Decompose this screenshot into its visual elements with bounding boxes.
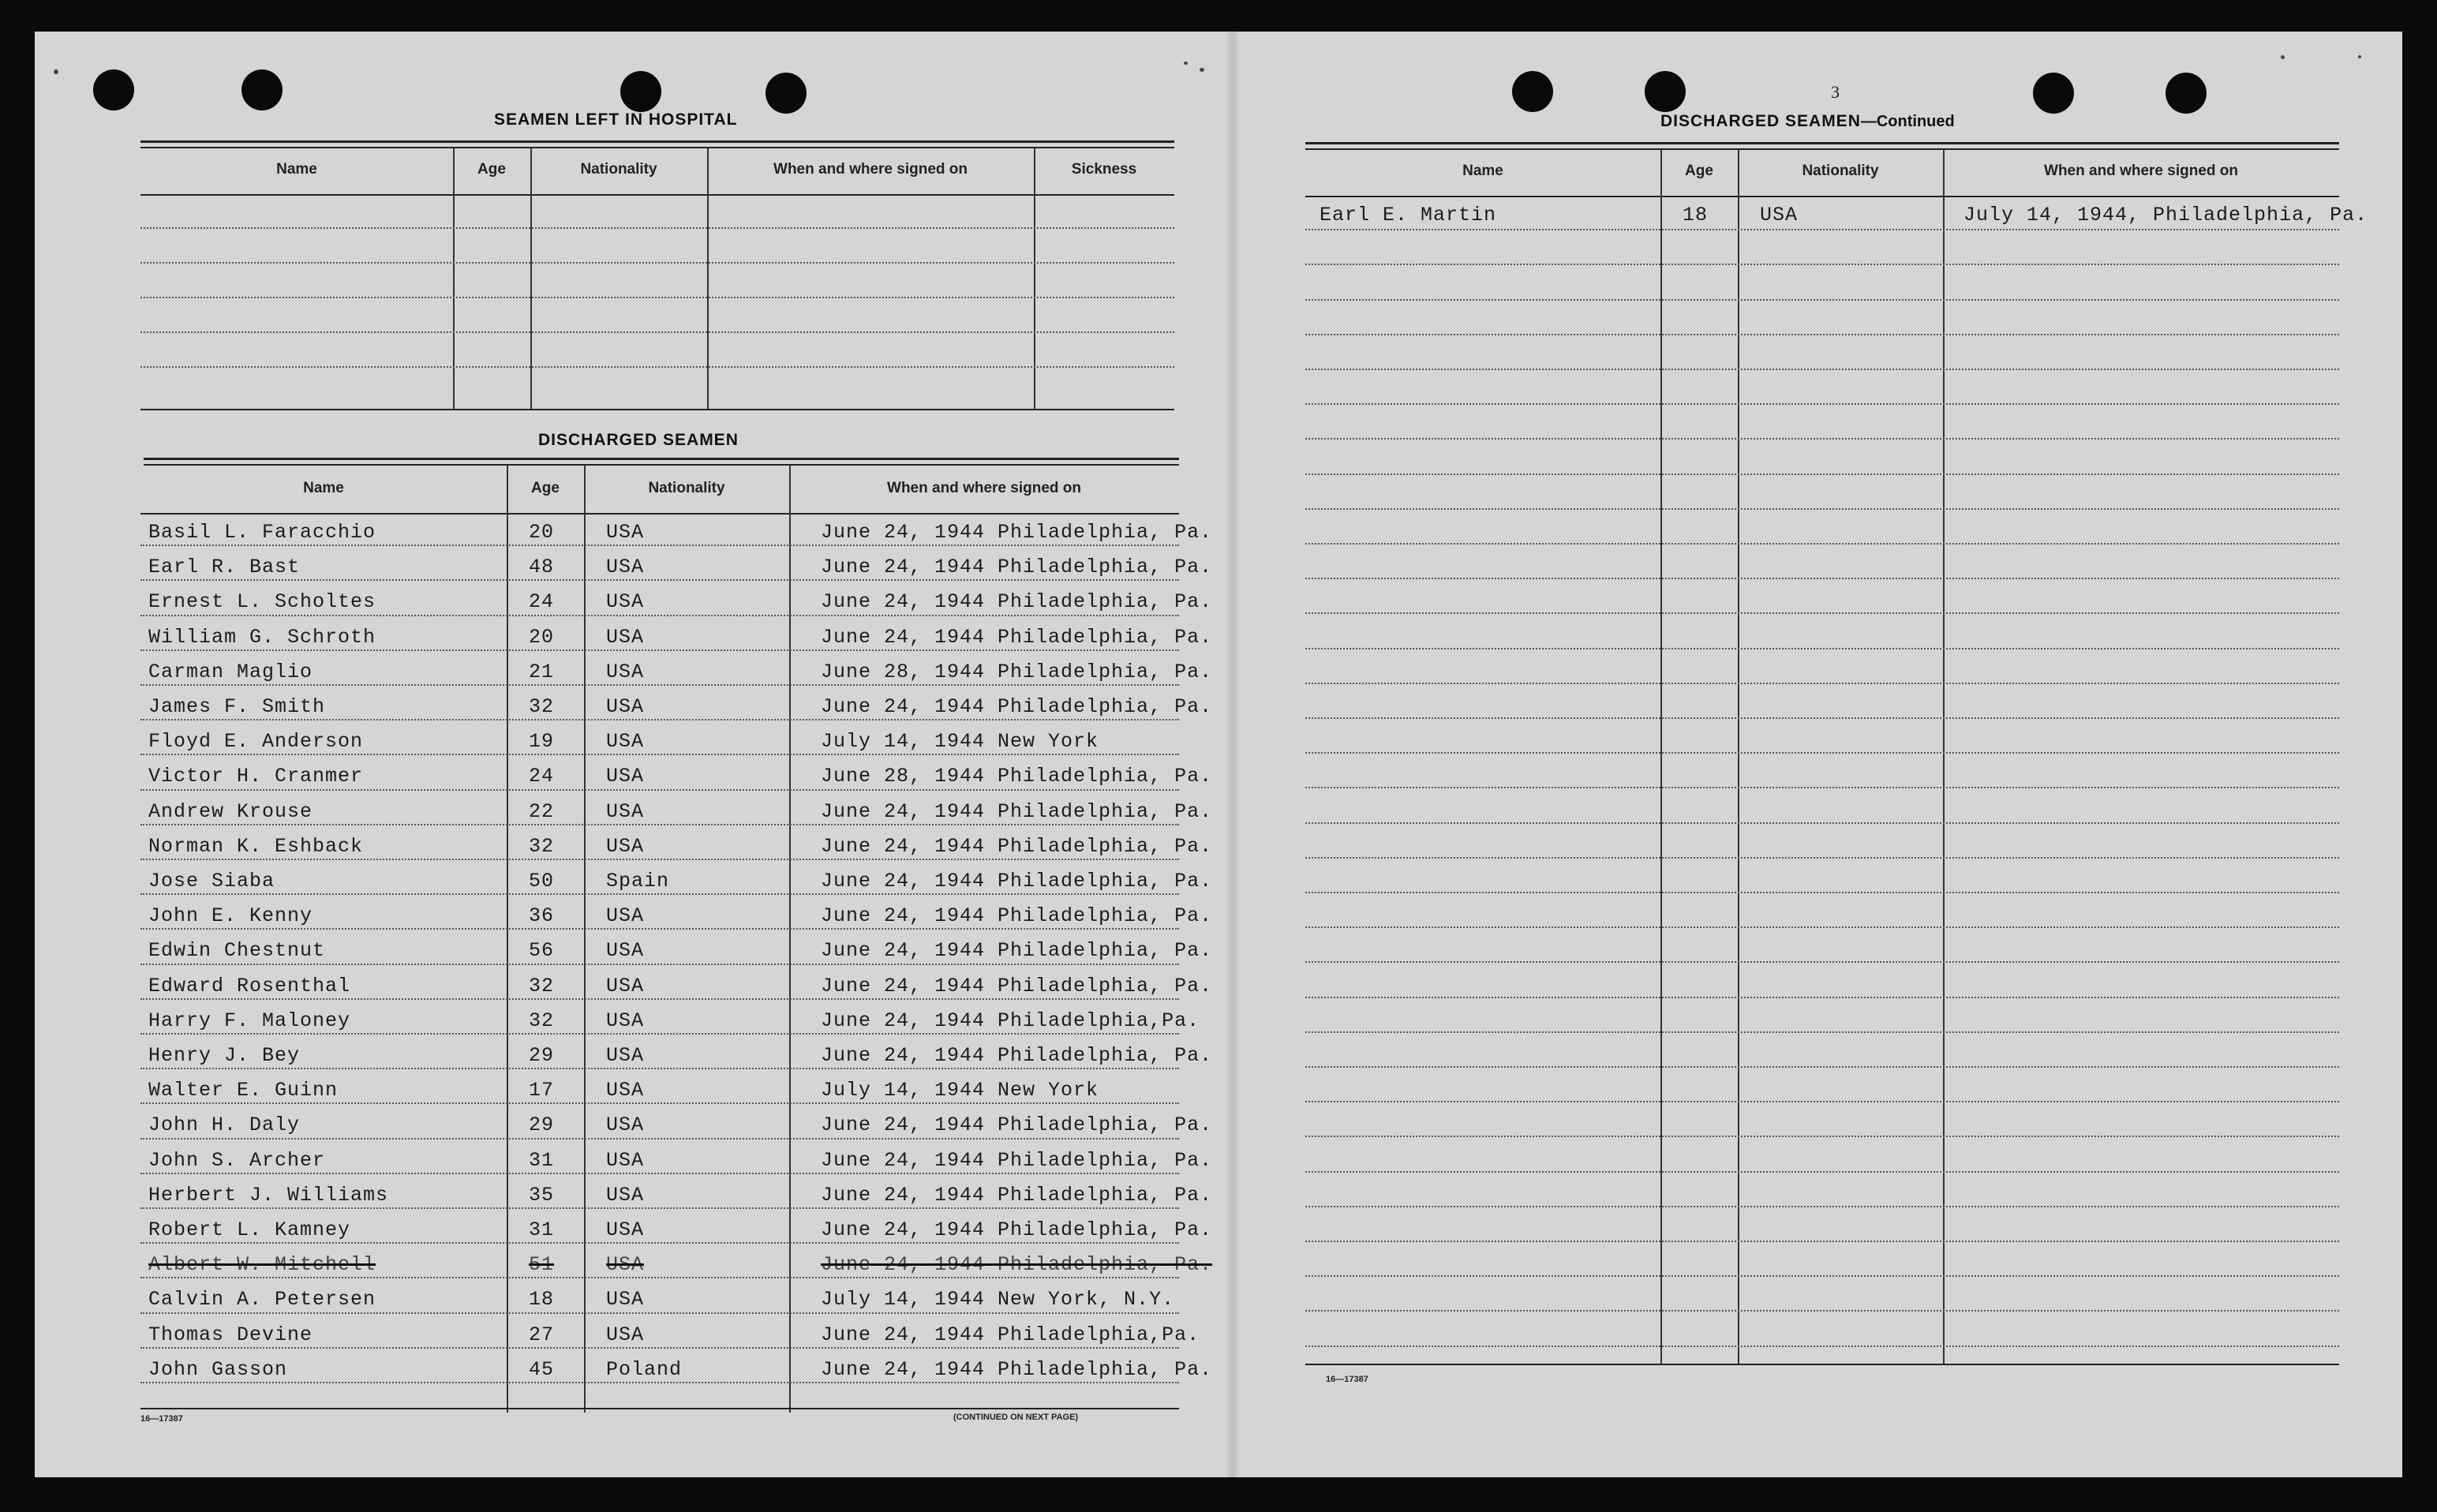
ruled-line — [1305, 961, 2339, 963]
column-divider — [1660, 150, 1662, 1365]
row-signed-on: July 14, 1944 New York — [821, 1079, 1099, 1102]
binder-hole — [1645, 71, 1686, 112]
row-name: Calvin A. Petersen — [148, 1288, 376, 1312]
column-divider — [584, 466, 586, 1413]
row-age: 48 — [529, 556, 555, 579]
row-signed-on: July 14, 1944 New York — [821, 730, 1099, 754]
ruled-line — [140, 545, 1179, 546]
row-signed-on: June 28, 1944 Philadelphia, Pa. — [821, 765, 1213, 788]
ruled-line — [1305, 438, 2339, 440]
row-signed-on: June 24, 1944 Philadelphia, Pa. — [821, 521, 1213, 544]
table-rule — [140, 147, 1174, 148]
binder-hole — [1512, 71, 1553, 112]
header-rule — [1305, 196, 2339, 197]
ruled-line — [140, 649, 1179, 651]
row-nationality: USA — [606, 1253, 645, 1277]
title-text: DISCHARGED SEAMEN — [1660, 112, 1861, 130]
discharged-continued-title — [1660, 112, 1955, 131]
ruled-line — [1305, 1031, 2339, 1033]
row-name: Herbert J. Williams — [148, 1183, 389, 1207]
row-age: 32 — [529, 974, 555, 997]
row-age: 50 — [529, 870, 555, 893]
row-signed-on: June 24, 1944 Philadelphia, Pa. — [821, 625, 1213, 649]
ruled-line — [1305, 1066, 2339, 1068]
ruled-line — [1305, 508, 2339, 510]
ruled-line — [140, 297, 1174, 298]
row-name: William G. Schroth — [148, 625, 376, 649]
row-age: 24 — [529, 765, 555, 788]
title-suffix: —Continued — [1860, 113, 1955, 130]
ruled-line — [140, 1277, 1179, 1278]
row-age: 35 — [529, 1183, 555, 1207]
ruled-line — [1305, 926, 2339, 928]
ruled-line — [140, 1138, 1179, 1140]
ruled-line — [140, 893, 1179, 895]
ruled-line — [140, 789, 1179, 791]
ruled-line — [140, 1173, 1179, 1174]
row-signed-on: June 24, 1944 Philadelphia, Pa. — [821, 974, 1213, 997]
row-nationality: USA — [606, 765, 645, 788]
row-nationality: USA — [606, 521, 645, 544]
row-nationality: USA — [606, 1009, 645, 1032]
column-divider — [1034, 148, 1035, 409]
ruled-line — [1305, 1345, 2339, 1347]
row-signed-on: June 24, 1944 Philadelphia, Pa. — [821, 904, 1213, 928]
ruled-line — [140, 928, 1179, 930]
ruled-line — [1305, 473, 2339, 475]
row-signed-on: June 24, 1944 Philadelphia, Pa. — [821, 590, 1213, 614]
row-name: Thomas Devine — [148, 1323, 313, 1346]
row-signed-on: June 24, 1944 Philadelphia, Pa. — [821, 695, 1213, 718]
row-nationality: Spain — [606, 870, 670, 893]
ruled-line — [140, 579, 1179, 581]
row-signed-on: June 24, 1944 Philadelphia, Pa. — [821, 939, 1213, 963]
row-age: 20 — [529, 625, 555, 649]
ruled-line — [1305, 369, 2339, 370]
row-signed-on: June 24, 1944 Philadelphia, Pa. — [821, 834, 1213, 858]
ruled-line — [140, 1207, 1179, 1209]
row-name: Ernest L. Scholtes — [148, 590, 376, 614]
row-signed-on: June 24, 1944 Philadelphia, Pa. — [821, 1357, 1213, 1381]
row-signed-on: June 24, 1944 Philadelphia,Pa. — [821, 1009, 1200, 1032]
column-divider — [1738, 150, 1739, 1365]
ruled-line — [140, 1312, 1179, 1314]
discharged-table — [109, 458, 1245, 1436]
row-nationality: USA — [606, 939, 645, 963]
row-name: John H. Daly — [148, 1113, 301, 1137]
row-name: Victor H. Cranmer — [148, 765, 364, 788]
row-nationality: USA — [606, 556, 645, 579]
ruled-line — [1305, 1206, 2339, 1207]
table-rule — [140, 140, 1174, 143]
ruled-line — [140, 1033, 1179, 1035]
row-age: 21 — [529, 660, 555, 683]
ruled-line — [1305, 857, 2339, 859]
hospital-table — [109, 140, 1187, 440]
row-age: 18 — [529, 1288, 555, 1312]
row-nationality: USA — [1760, 204, 1799, 226]
column-header-name: Name — [1462, 163, 1503, 179]
row-name: Robert L. Kamney — [148, 1218, 351, 1241]
column-header-nationality: Nationality — [580, 161, 657, 178]
ruled-line — [1305, 1101, 2339, 1102]
table-rule — [1305, 1364, 2339, 1365]
row-name: Floyd E. Anderson — [148, 730, 364, 754]
table-rule — [144, 458, 1179, 460]
table-rule — [140, 1408, 1179, 1409]
row-nationality: USA — [606, 904, 645, 928]
column-divider — [453, 148, 455, 409]
ruled-line — [140, 1347, 1179, 1349]
ruled-line — [1305, 892, 2339, 893]
row-age: 22 — [529, 799, 555, 823]
ruled-line — [1305, 648, 2339, 649]
ruled-line — [140, 1242, 1179, 1244]
row-signed-on: June 24, 1944 Philadelphia, Pa. — [821, 870, 1213, 893]
row-name: John S. Archer — [148, 1148, 326, 1172]
ruled-line — [1305, 403, 2339, 405]
row-nationality: USA — [606, 625, 645, 649]
row-signed-on: June 24, 1944 Philadelphia, Pa. — [821, 1183, 1213, 1207]
row-name: Edwin Chestnut — [148, 939, 326, 963]
ruled-line — [140, 366, 1174, 368]
ruled-line — [1305, 822, 2339, 824]
table-rule — [144, 464, 1179, 466]
row-nationality: Poland — [606, 1357, 683, 1381]
ruled-line — [1305, 1136, 2339, 1137]
row-name: Walter E. Guinn — [148, 1079, 339, 1102]
binder-hole — [2033, 73, 2074, 114]
row-nationality: USA — [606, 1148, 645, 1172]
ruled-line — [1305, 543, 2339, 545]
row-age: 19 — [529, 730, 555, 754]
row-name: Basil L. Faracchio — [148, 521, 376, 544]
scan-speck — [54, 69, 58, 74]
table-rule — [1305, 148, 2339, 150]
column-divider — [789, 466, 791, 1413]
ruled-line — [140, 719, 1179, 720]
row-age: 56 — [529, 939, 555, 963]
ruled-line — [140, 615, 1179, 616]
scan-speck — [1200, 68, 1204, 72]
row-name: Carman Maglio — [148, 660, 313, 683]
row-nationality: USA — [606, 1044, 645, 1067]
column-header-signed-on: When and where signed on — [887, 480, 1081, 496]
row-name: John E. Kenny — [148, 904, 313, 928]
ruled-line — [1305, 717, 2339, 719]
row-age: 32 — [529, 834, 555, 858]
form-number: 16—17387 — [140, 1414, 183, 1424]
row-nationality: USA — [606, 590, 645, 614]
column-header-signed-on: When and where signed on — [773, 161, 968, 178]
scan-speck — [1184, 62, 1188, 65]
scan-speck — [2281, 55, 2285, 59]
row-name: Harry F. Maloney — [148, 1009, 351, 1032]
row-age: 51 — [529, 1253, 555, 1277]
row-signed-on: June 24, 1944 Philadelphia, Pa. — [821, 799, 1213, 823]
header-rule — [140, 194, 1174, 196]
row-age: 29 — [529, 1044, 555, 1067]
binder-hole — [2166, 73, 2207, 114]
ruled-line — [140, 1102, 1179, 1104]
binder-hole — [620, 71, 661, 112]
column-header-name: Name — [303, 480, 344, 496]
ruled-line — [140, 331, 1174, 333]
column-header-nationality: Nationality — [1802, 163, 1879, 179]
row-age: 31 — [529, 1148, 555, 1172]
table-rule — [1305, 142, 2339, 144]
row-age: 36 — [529, 904, 555, 928]
ruled-line — [1305, 578, 2339, 579]
column-header-age: Age — [477, 161, 506, 178]
row-nationality: USA — [606, 1218, 645, 1241]
row-age: 32 — [529, 695, 555, 718]
ruled-line — [1305, 1310, 2339, 1312]
row-signed-on: June 24, 1944 Philadelphia, Pa. — [821, 1253, 1213, 1277]
ruled-line — [1305, 1171, 2339, 1173]
row-age: 29 — [529, 1113, 555, 1137]
discharged-continued-table — [1305, 142, 2394, 1405]
row-signed-on: June 28, 1944 Philadelphia, Pa. — [821, 660, 1213, 683]
binder-hole — [766, 73, 807, 114]
row-signed-on: June 24, 1944 Philadelphia, Pa. — [821, 1044, 1213, 1067]
row-nationality: USA — [606, 695, 645, 718]
row-name: James F. Smith — [148, 695, 326, 718]
ruled-line — [1305, 683, 2339, 684]
discharged-section-title: DISCHARGED SEAMEN — [538, 431, 739, 449]
column-header-name: Name — [276, 161, 317, 178]
ruled-line — [1305, 787, 2339, 788]
ruled-line — [1305, 1241, 2339, 1242]
header-rule — [140, 513, 1179, 515]
row-age: 20 — [529, 521, 555, 544]
binder-hole — [241, 69, 283, 110]
ruled-line — [1305, 264, 2339, 265]
row-signed-on: June 24, 1944 Philadelphia, Pa. — [821, 1148, 1213, 1172]
ruled-line — [140, 1068, 1179, 1069]
row-age: 17 — [529, 1079, 555, 1102]
column-header-age: Age — [531, 480, 560, 496]
row-signed-on: June 24, 1944 Philadelphia, Pa. — [821, 1113, 1213, 1137]
column-header-age: Age — [1685, 163, 1713, 179]
row-age: 31 — [529, 1218, 555, 1241]
ruled-line — [1305, 1275, 2339, 1277]
hospital-section-title: SEAMEN LEFT IN HOSPITAL — [494, 110, 738, 129]
row-nationality: USA — [606, 660, 645, 683]
row-signed-on: June 24, 1944 Philadelphia,Pa. — [821, 1323, 1200, 1346]
ruled-line — [140, 684, 1179, 686]
row-age: 45 — [529, 1357, 555, 1381]
continued-note: (CONTINUED ON NEXT PAGE) — [953, 1413, 1079, 1422]
row-name: John Gasson — [148, 1357, 288, 1381]
row-age: 18 — [1683, 204, 1709, 226]
ruled-line — [1305, 752, 2339, 754]
row-nationality: USA — [606, 1288, 645, 1312]
column-divider — [1943, 150, 1945, 1365]
row-nationality: USA — [606, 1323, 645, 1346]
row-nationality: USA — [606, 834, 645, 858]
ruled-line — [140, 964, 1179, 965]
ruled-line — [1305, 997, 2339, 998]
row-signed-on: June 24, 1944 Philadelphia, Pa. — [821, 1218, 1213, 1241]
row-nationality: USA — [606, 974, 645, 997]
document-page — [35, 32, 2402, 1477]
ruled-line — [140, 824, 1179, 825]
row-age: 27 — [529, 1323, 555, 1346]
table-rule — [140, 409, 1174, 410]
row-name: Edward Rosenthal — [148, 974, 351, 997]
row-name: Earl E. Martin — [1320, 204, 1497, 226]
column-header-nationality: Nationality — [648, 480, 725, 496]
row-nationality: USA — [606, 730, 645, 754]
row-nationality: USA — [606, 1183, 645, 1207]
ruled-line — [1305, 334, 2339, 335]
row-name: Henry J. Bey — [148, 1044, 301, 1067]
row-age: 24 — [529, 590, 555, 614]
row-name: Jose Siaba — [148, 870, 275, 893]
column-divider — [507, 466, 508, 1413]
row-name: Andrew Krouse — [148, 799, 313, 823]
ruled-line — [1305, 612, 2339, 614]
row-name: Albert W. Mitchell — [148, 1253, 376, 1277]
column-divider — [707, 148, 709, 409]
row-signed-on: June 24, 1944 Philadelphia, Pa. — [821, 556, 1213, 579]
row-name: Earl R. Bast — [148, 556, 301, 579]
row-signed-on: July 14, 1944 New York, N.Y. — [821, 1288, 1175, 1312]
page-number: 3 — [1831, 82, 1840, 102]
form-number: 16—17387 — [1326, 1375, 1368, 1384]
ruled-line — [140, 1382, 1179, 1383]
row-nationality: USA — [606, 1113, 645, 1137]
ruled-line — [1305, 229, 2339, 230]
ruled-line — [1305, 299, 2339, 301]
ruled-line — [140, 754, 1179, 755]
binder-hole — [93, 69, 134, 110]
ruled-line — [140, 262, 1174, 264]
row-nationality: USA — [606, 1079, 645, 1102]
row-nationality: USA — [606, 799, 645, 823]
column-divider — [530, 148, 532, 409]
ruled-line — [140, 859, 1179, 860]
column-header-sickness: Sickness — [1071, 161, 1137, 178]
row-age: 32 — [529, 1009, 555, 1032]
ruled-line — [140, 227, 1174, 229]
row-name: Norman K. Eshback — [148, 834, 364, 858]
ruled-line — [140, 998, 1179, 1000]
column-header-signed-on: When and where signed on — [2044, 163, 2238, 179]
scan-speck — [2358, 55, 2361, 58]
row-signed-on: July 14, 1944, Philadelphia, Pa. — [1963, 204, 2368, 226]
